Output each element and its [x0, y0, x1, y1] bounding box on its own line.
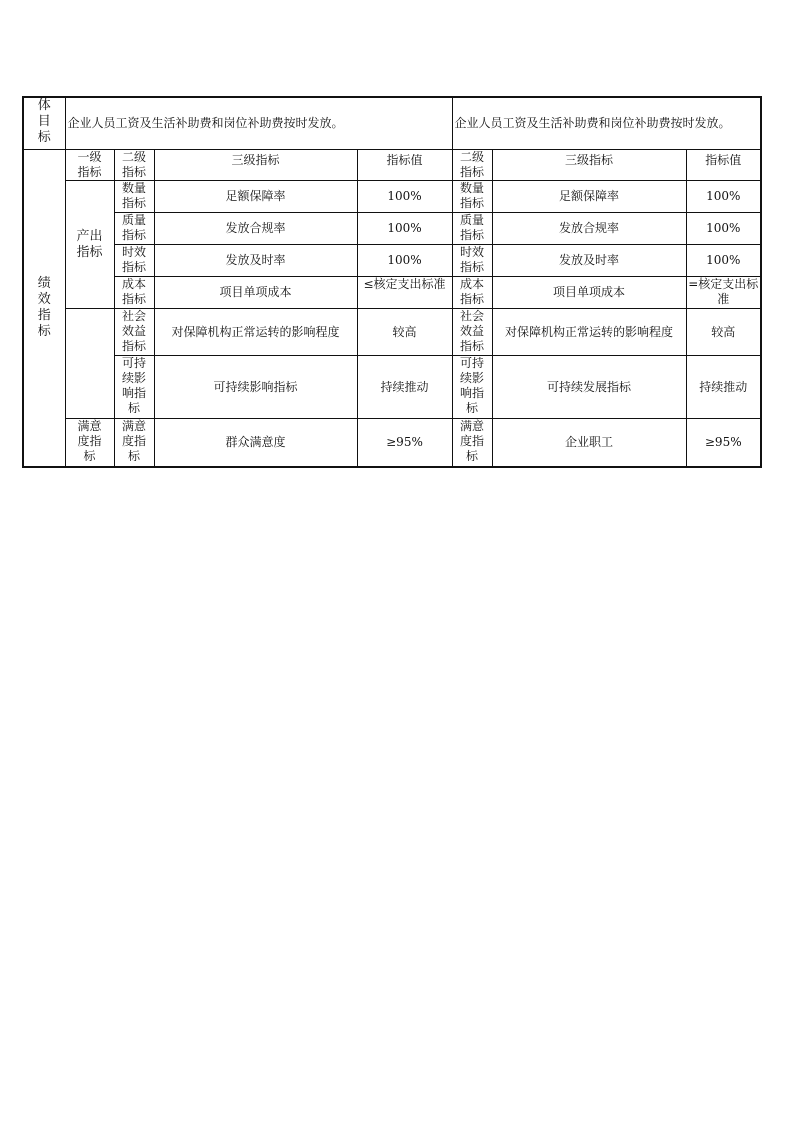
header-level1-text: 一级指标	[77, 150, 102, 179]
row-value-b: 100%	[686, 245, 761, 277]
row-level3: 可持续影响指标	[154, 356, 357, 419]
row-level2-b-text: 数量指标	[459, 181, 484, 210]
row-value: 100%	[357, 181, 452, 213]
table-row	[23, 213, 761, 245]
row-level2-b	[452, 277, 492, 309]
header-level2-b-text: 二级指标	[459, 150, 484, 179]
row-value	[357, 277, 452, 309]
row-level2-b-text: 满意度指标	[459, 419, 484, 463]
goal-label	[23, 97, 65, 150]
row-value-b: 100%	[686, 181, 761, 213]
level1-benefit	[65, 309, 114, 419]
row-level3-b: 项目单项成本	[492, 277, 686, 309]
row-level2	[114, 309, 154, 356]
row-level2-text: 数量指标	[121, 181, 146, 210]
header-level3-b: 三级指标	[492, 150, 686, 181]
row-level3-b: 发放及时率	[492, 245, 686, 277]
row-level2-b-text: 成本指标	[459, 277, 484, 306]
row-level3-b: 企业职工	[492, 419, 686, 468]
row-level2	[114, 181, 154, 213]
row-value: 持续推动	[357, 356, 452, 419]
level1-satisfaction	[65, 419, 114, 468]
table-row	[23, 277, 761, 309]
row-level3: 项目单项成本	[154, 277, 357, 309]
goal-plan-text: 企业人员工资及生活补助费和岗位补助费按时发放。	[65, 97, 452, 150]
row-value-b: ≥95%	[686, 419, 761, 468]
goal-label-text: 体目标	[37, 98, 51, 145]
row-level2-b-text: 可持续影响指标	[459, 356, 484, 415]
row-level2-text: 可持续影响指标	[121, 356, 146, 415]
row-level3-b: 发放合规率	[492, 213, 686, 245]
row-level3: 对保障机构正常运转的影响程度	[154, 309, 357, 356]
row-level2	[114, 213, 154, 245]
header-level2-text: 二级指标	[121, 150, 146, 179]
performance-goal-table	[22, 96, 762, 468]
level1-satisfaction-text: 满意度指标	[77, 419, 102, 463]
row-level2-text: 质量指标	[121, 213, 146, 242]
row-level2	[114, 356, 154, 419]
row-value-b	[686, 277, 761, 309]
row-level3: 发放及时率	[154, 245, 357, 277]
goal-row	[23, 97, 761, 150]
row-value-b: 持续推动	[686, 356, 761, 419]
row-level3-b: 可持续发展指标	[492, 356, 686, 419]
row-level2-b	[452, 213, 492, 245]
level1-output	[65, 181, 114, 309]
row-value: 较高	[357, 309, 452, 356]
table-row	[23, 356, 761, 419]
row-level2-text: 满意度指标	[121, 419, 146, 463]
header-value: 指标值	[357, 150, 452, 181]
row-level2-b	[452, 309, 492, 356]
table-row	[23, 245, 761, 277]
row-level3: 发放合规率	[154, 213, 357, 245]
row-level2	[114, 419, 154, 468]
row-level2-b-text: 社会效益指标	[459, 309, 484, 353]
row-level2-b	[452, 419, 492, 468]
row-level3: 群众满意度	[154, 419, 357, 468]
header-value-b: 指标值	[686, 150, 761, 181]
table-row	[23, 181, 761, 213]
row-value-b: 100%	[686, 213, 761, 245]
row-value: 100%	[357, 245, 452, 277]
header-level1	[65, 150, 114, 181]
row-value: 100%	[357, 213, 452, 245]
performance-indicator-label-text: 绩效指标	[37, 276, 51, 339]
row-level2	[114, 277, 154, 309]
row-value-text: ≤核定支出标准	[363, 277, 446, 291]
header-level3: 三级指标	[154, 150, 357, 181]
performance-indicator-label	[23, 150, 65, 468]
row-level2-b-text: 时效指标	[459, 245, 484, 274]
row-level2-text: 成本指标	[121, 277, 146, 306]
row-level3-b: 对保障机构正常运转的影响程度	[492, 309, 686, 356]
row-level2-text: 社会效益指标	[121, 309, 146, 353]
header-level2	[114, 150, 154, 181]
table-row	[23, 419, 761, 468]
row-value-b-text: =核定支出标准	[688, 277, 759, 306]
row-level2-b	[452, 356, 492, 419]
row-level2	[114, 245, 154, 277]
row-level2-b	[452, 245, 492, 277]
row-level2-text: 时效指标	[121, 245, 146, 274]
level1-output-text: 产出指标	[76, 228, 103, 260]
row-level3: 足额保障率	[154, 181, 357, 213]
row-value: ≥95%	[357, 419, 452, 468]
performance-table-sheet	[22, 96, 762, 468]
header-row	[23, 150, 761, 181]
table-row	[23, 309, 761, 356]
row-level2-b	[452, 181, 492, 213]
header-level2-b	[452, 150, 492, 181]
row-level2-b-text: 质量指标	[459, 213, 484, 242]
row-level3-b: 足额保障率	[492, 181, 686, 213]
row-value-b: 较高	[686, 309, 761, 356]
goal-actual-text: 企业人员工资及生活补助费和岗位补助费按时发放。	[452, 97, 761, 150]
